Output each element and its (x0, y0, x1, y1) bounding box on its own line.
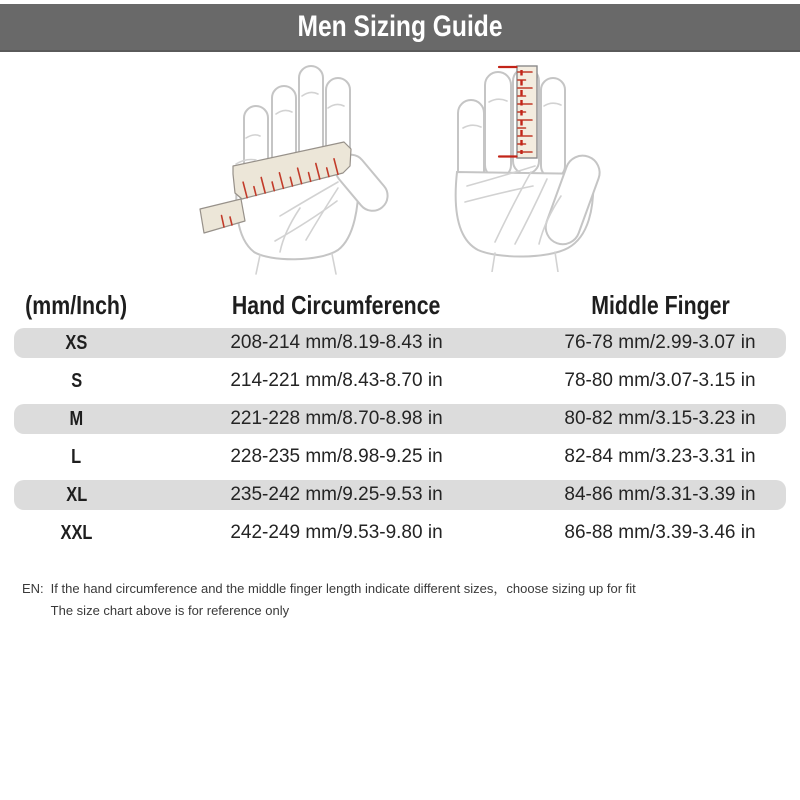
hand-circumference-cell: 235-242 mm/9.25-9.53 in (230, 484, 443, 505)
size-cell: S (71, 369, 82, 392)
table-header-row (14, 282, 786, 328)
footnote-line-1: If the hand circumference and the middle finger length indicate different sizes，choose sizing up for fit (50, 581, 636, 596)
footnote-language-label: EN: (22, 581, 44, 596)
middle-finger-cell: 86-88 mm/3.39-3.46 in (564, 522, 756, 543)
column-header-middle-finger: Middle Finger (590, 289, 730, 320)
hand-circumference-cell: 221-228 mm/8.70-8.98 in (230, 408, 443, 429)
sizing-table (14, 282, 786, 556)
column-header-unit: (mm/Inch) (25, 289, 128, 320)
table-row-xs (14, 328, 786, 358)
hand-circumference-cell: 214-221 mm/8.43-8.70 in (230, 370, 443, 391)
middle-finger-cell: 76-78 mm/2.99-3.07 in (564, 332, 756, 353)
table-row-l (14, 442, 786, 472)
footnote (22, 578, 762, 622)
size-cell: XL (66, 483, 87, 506)
footnote-line-2: The size chart above is for reference only (50, 603, 290, 619)
table-row-s (14, 366, 786, 396)
table-row-m (14, 404, 786, 434)
size-cell: XXL (60, 521, 93, 544)
middle-finger-cell: 78-80 mm/3.07-3.15 in (564, 370, 756, 391)
table-row-xl (14, 480, 786, 510)
hand-circumference-cell: 208-214 mm/8.19-8.43 in (230, 332, 443, 353)
title-bar (0, 4, 800, 52)
measurement-illustrations (0, 52, 800, 282)
size-cell: XS (65, 331, 88, 354)
hand-circumference-cell: 228-235 mm/8.98-9.25 in (230, 446, 443, 467)
table-row-xxl (14, 518, 786, 548)
middle-finger-cell: 82-84 mm/3.23-3.31 in (564, 446, 756, 467)
middle-finger-illustration (443, 54, 613, 272)
hand-circumference-illustration (180, 56, 400, 276)
middle-finger-cell: 84-86 mm/3.31-3.39 in (564, 484, 756, 505)
hand-circumference-cell: 242-249 mm/9.53-9.80 in (230, 522, 443, 543)
column-header-hand-circumference: Hand Circumference (232, 289, 441, 320)
footnote-text (51, 578, 636, 622)
size-cell: L (71, 445, 82, 468)
page-title: Men Sizing Guide (297, 10, 503, 43)
middle-finger-cell: 80-82 mm/3.15-3.23 in (564, 408, 756, 429)
size-cell: M (69, 407, 84, 430)
